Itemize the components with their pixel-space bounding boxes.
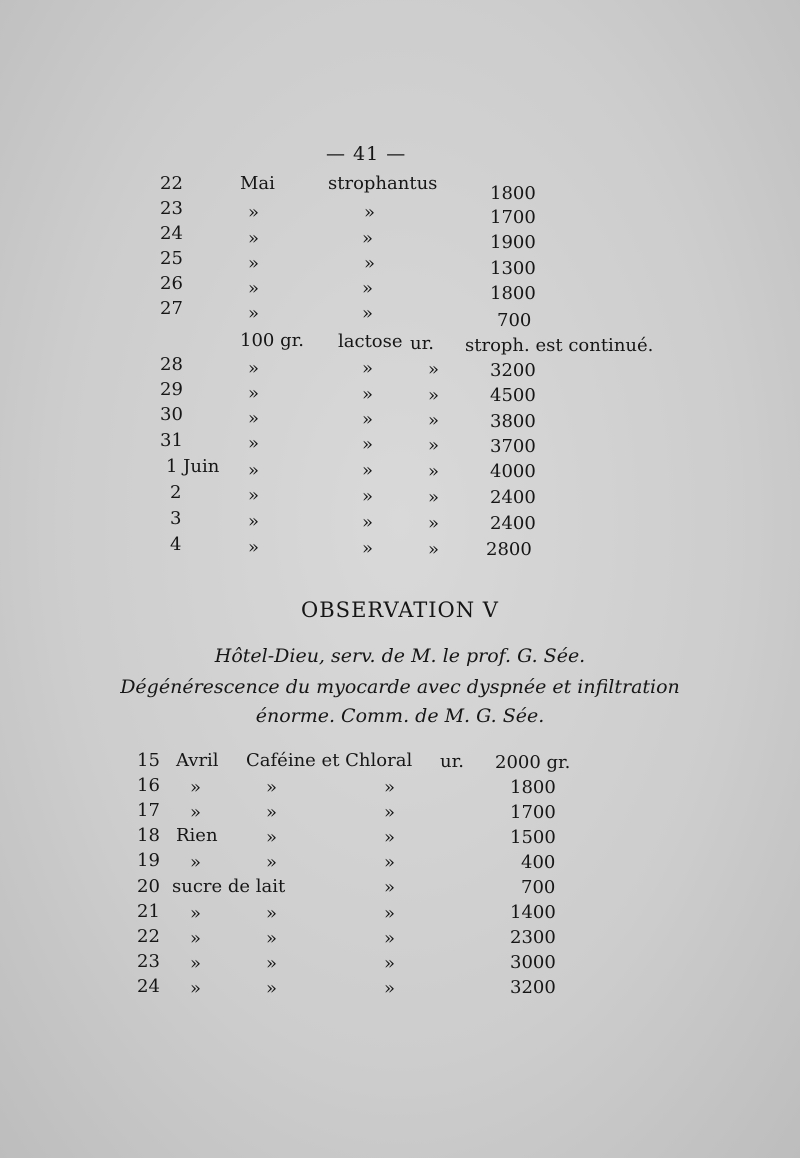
table-cell: » [248, 202, 260, 223]
table-cell: » [362, 228, 374, 249]
table-cell: » [384, 827, 396, 848]
table-cell: 27 [160, 298, 183, 319]
table-cell: » [384, 903, 396, 924]
table-cell: lactose [338, 331, 403, 352]
table-cell: » [362, 512, 374, 533]
table-cell: » [384, 802, 396, 823]
table-cell: 26 [160, 273, 183, 294]
table-cell: 700 [521, 877, 556, 898]
table-cell: 3200 [490, 360, 536, 381]
table-cell: » [190, 928, 202, 949]
table-cell: sucre de lait [172, 876, 286, 897]
table-cell: 2 [170, 482, 182, 503]
table-cell: » [362, 460, 374, 481]
table-cell: » [248, 511, 260, 532]
table-cell: » [248, 253, 260, 274]
table-cell: » [362, 358, 374, 379]
table-cell: 25 [160, 248, 183, 269]
table-cell: strophantus [328, 173, 438, 194]
table-cell: » [362, 538, 374, 559]
table-cell: Rien [176, 825, 218, 846]
table-cell: » [428, 513, 440, 534]
observation-subtitle-line-1: Hôtel-Dieu, serv. de M. le prof. G. Sée. [214, 645, 586, 667]
table-cell: » [428, 385, 440, 406]
table-cell: » [384, 877, 396, 898]
table-cell: 1700 [490, 207, 536, 228]
table-cell: Avril [176, 750, 219, 771]
table-cell: 17 [137, 800, 160, 821]
table-cell: 1900 [490, 232, 536, 253]
table-cell: » [266, 802, 278, 823]
table-cell: » [364, 202, 376, 223]
table-cell: » [266, 928, 278, 949]
table-cell: Mai [240, 173, 275, 194]
table-cell: 1400 [510, 902, 556, 923]
table-cell: » [362, 303, 374, 324]
table-cell: 2300 [510, 927, 556, 948]
table-cell: 1800 [490, 183, 536, 204]
table-cell: 30 [160, 404, 183, 425]
table-cell: » [266, 827, 278, 848]
table-cell: 3800 [490, 411, 536, 432]
table-cell: » [190, 978, 202, 999]
table-cell: ur. [410, 333, 434, 354]
table-cell: 3200 [510, 977, 556, 998]
table-cell: 2800 [486, 539, 532, 560]
table-cell: 22 [137, 926, 160, 947]
table-cell: » [266, 777, 278, 798]
table-cell: » [428, 410, 440, 431]
table-cell: » [248, 228, 260, 249]
table-cell: 1500 [510, 827, 556, 848]
table-cell: 15 [137, 750, 160, 771]
table-cell: » [362, 384, 374, 405]
table-cell: » [248, 278, 260, 299]
table-cell: 16 [137, 775, 160, 796]
table-cell: » [248, 433, 260, 454]
table-cell: 20 [137, 876, 160, 897]
table-cell: 24 [160, 223, 183, 244]
table-cell: 1 Juin [166, 456, 220, 477]
table-cell: » [190, 953, 202, 974]
table-cell: » [190, 903, 202, 924]
table-cell: 21 [137, 901, 160, 922]
table-cell: » [248, 383, 260, 404]
table-cell: » [384, 953, 396, 974]
table-cell: 1800 [510, 777, 556, 798]
table-cell: » [384, 928, 396, 949]
table-cell: ur. [440, 751, 464, 772]
table-cell: 100 gr. [240, 330, 304, 351]
observation-subtitle-line-3: énorme. Comm. de M. G. Sée. [255, 705, 545, 727]
table-cell: » [248, 408, 260, 429]
table-cell: » [190, 777, 202, 798]
table-cell: » [364, 253, 376, 274]
table-cell: » [362, 278, 374, 299]
table-cell: » [428, 539, 440, 560]
table-cell: » [384, 777, 396, 798]
table-cell: 3 [170, 508, 182, 529]
table-cell: » [248, 485, 260, 506]
table-cell: 29 [160, 379, 183, 400]
table-cell: » [190, 802, 202, 823]
table-cell: 1800 [490, 283, 536, 304]
page-number: — 41 — [326, 143, 407, 165]
table-cell: 24 [137, 976, 160, 997]
table-cell: stroph. est continué. [465, 335, 654, 356]
table-cell: » [428, 435, 440, 456]
table-cell: 23 [137, 951, 160, 972]
table-cell: » [248, 358, 260, 379]
table-cell: 28 [160, 354, 183, 375]
observation-heading: OBSERVATION V [301, 598, 499, 622]
table-cell: » [266, 903, 278, 924]
table-cell: 400 [521, 852, 556, 873]
table-cell: » [428, 461, 440, 482]
table-cell: 18 [137, 825, 160, 846]
table-cell: 4 [170, 534, 182, 555]
table-cell: 2400 [490, 487, 536, 508]
table-cell: 1300 [490, 258, 536, 279]
table-cell: 31 [160, 430, 183, 451]
table-cell: » [384, 852, 396, 873]
table-cell: 2400 [490, 513, 536, 534]
table-cell: 4500 [490, 385, 536, 406]
observation-subtitle-line-2: Dégénérescence du myocarde avec dyspnée et infiltration [120, 676, 680, 698]
table-cell: 2000 gr. [495, 752, 571, 773]
table-cell: » [266, 953, 278, 974]
table-cell: » [190, 852, 202, 873]
table-cell: 19 [137, 850, 160, 871]
table-cell: » [384, 978, 396, 999]
table-cell: » [362, 409, 374, 430]
table-cell: » [248, 303, 260, 324]
table-cell: » [248, 537, 260, 558]
table-cell: 22 [160, 173, 183, 194]
table-cell: 700 [497, 310, 532, 331]
table-cell: » [248, 460, 260, 481]
table-cell: » [428, 359, 440, 380]
table-cell: 3700 [490, 436, 536, 457]
table-cell: » [362, 434, 374, 455]
table-cell: 23 [160, 198, 183, 219]
table-cell: » [362, 486, 374, 507]
table-cell: » [428, 487, 440, 508]
table-cell: » [266, 852, 278, 873]
table-cell: » [266, 978, 278, 999]
table-cell: 1700 [510, 802, 556, 823]
table-cell: 3000 [510, 952, 556, 973]
table-cell: 4000 [490, 461, 536, 482]
table-cell: Caféine et Chloral [246, 750, 413, 771]
